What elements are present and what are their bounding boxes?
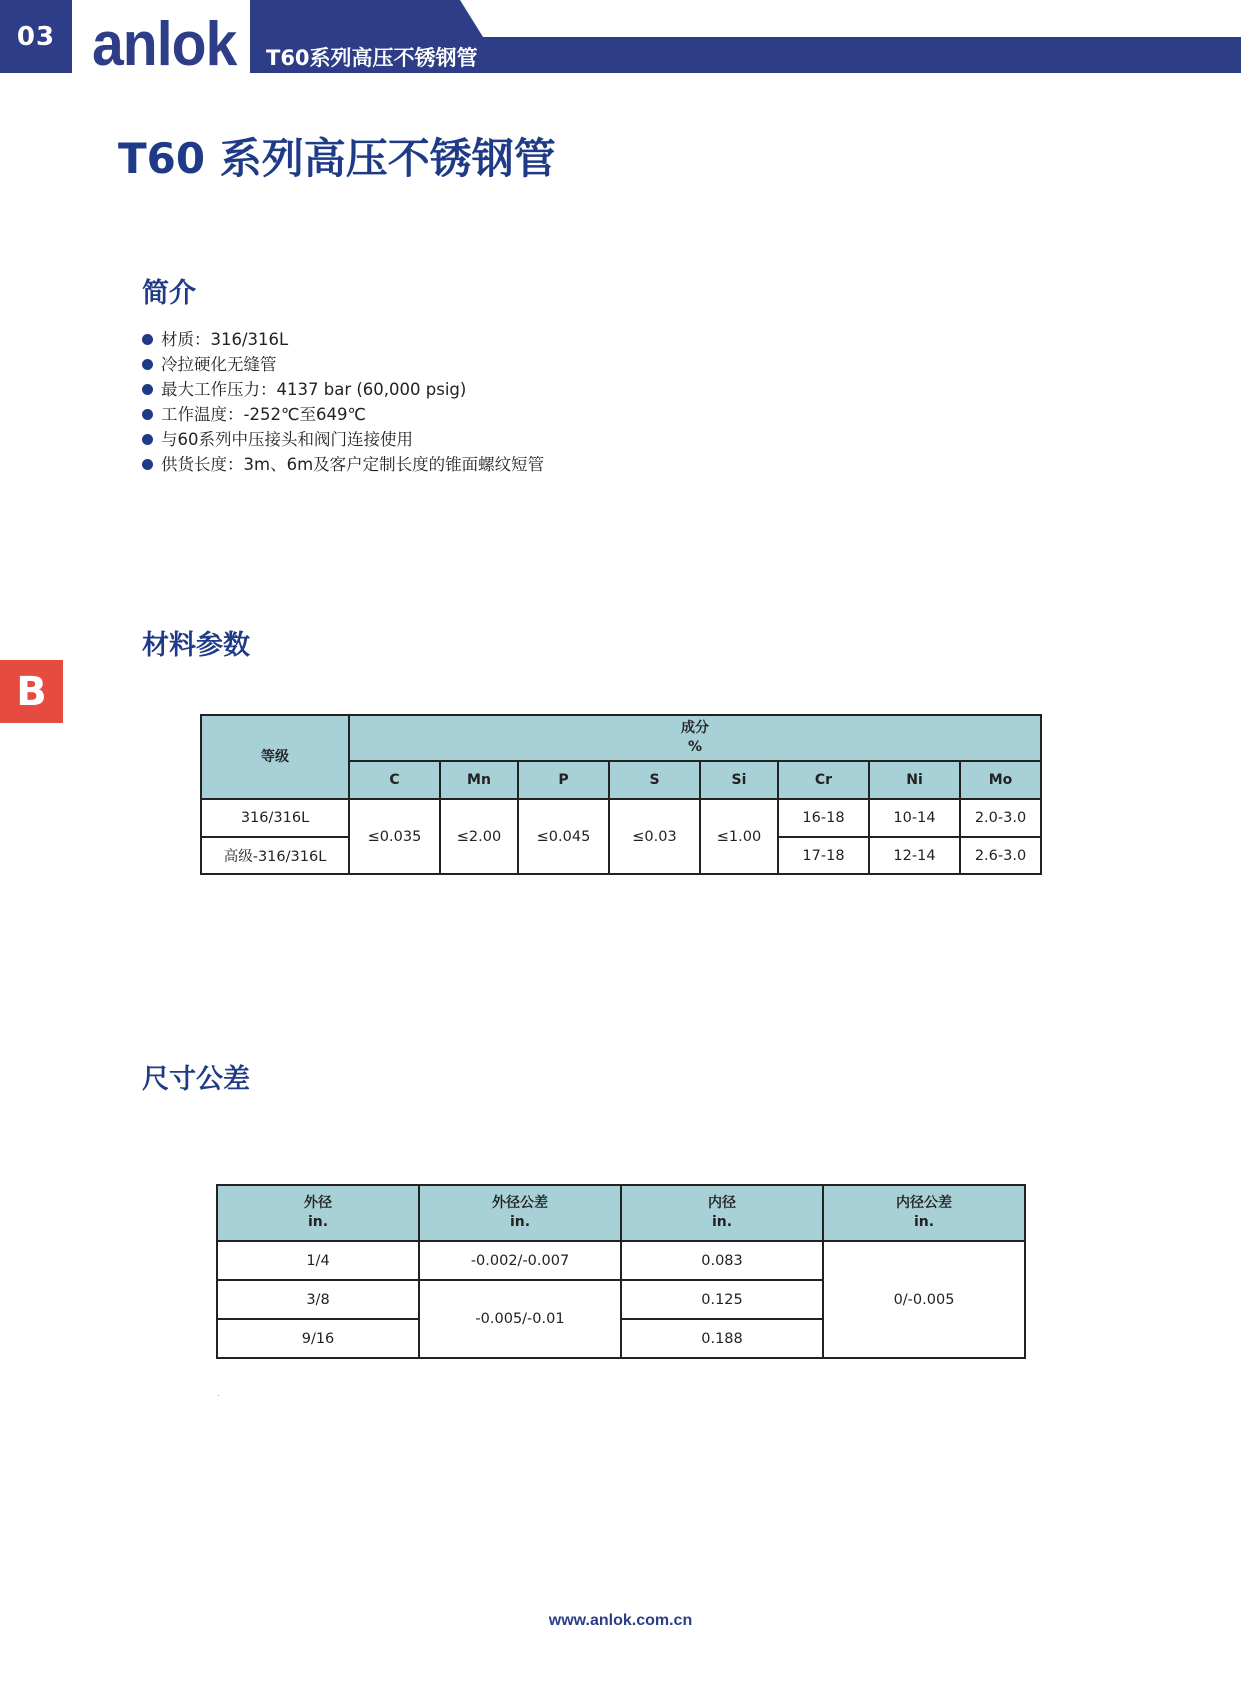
id-tolerance-cell: 0/-0.005 (823, 1241, 1025, 1358)
tolerances-heading: 尺寸公差 (142, 1064, 250, 1095)
grade-cell: 高级-316/316L (201, 837, 349, 874)
brand-logo: anlok (92, 10, 237, 79)
column-header: C (349, 761, 440, 799)
page-number: 03 (0, 0, 72, 73)
cr-cell: 16-18 (778, 799, 869, 837)
bullet-icon (142, 409, 153, 420)
grade-cell: 316/316L (201, 799, 349, 837)
composition-header: 成分 % (349, 715, 1041, 761)
column-header: Mo (960, 761, 1041, 799)
column-header: Si (700, 761, 778, 799)
column-header: Mn (440, 761, 518, 799)
s-cell: ≤0.03 (609, 799, 700, 874)
od-tolerance-cell: -0.002/-0.007 (419, 1241, 621, 1280)
table-row (217, 1241, 1025, 1280)
bullet-icon (142, 434, 153, 445)
id-cell: 0.188 (621, 1319, 823, 1358)
ni-cell: 10-14 (869, 799, 960, 837)
tolerance-table (216, 1184, 1026, 1359)
id-tolerance-header: 内径公差 in. (823, 1185, 1025, 1241)
column-header: S (609, 761, 700, 799)
intro-heading: 简介 (142, 278, 196, 309)
grade-header: 等级 (201, 715, 349, 799)
list-item: 与60系列中压接头和阀门连接使用 (142, 427, 544, 452)
bullet-icon (142, 384, 153, 395)
bullet-icon (142, 359, 153, 370)
list-item: 供货长度：3m、6m及客户定制长度的锥面螺纹短管 (142, 452, 544, 477)
si-cell: ≤1.00 (700, 799, 778, 874)
od-cell: 3/8 (217, 1280, 419, 1319)
materials-heading: 材料参数 (142, 630, 250, 661)
intro-list (142, 327, 544, 477)
od-header: 外径 in. (217, 1185, 419, 1241)
od-tolerance-header: 外径公差 in. (419, 1185, 621, 1241)
page-title: T60 系列高压不锈钢管 (118, 134, 556, 183)
id-cell: 0.083 (621, 1241, 823, 1280)
id-header: 内径 in. (621, 1185, 823, 1241)
list-item: 最大工作压力：4137 bar (60,000 psig) (142, 377, 544, 402)
od-cell: 1/4 (217, 1241, 419, 1280)
bullet-icon (142, 334, 153, 345)
c-cell: ≤0.035 (349, 799, 440, 874)
column-header: Ni (869, 761, 960, 799)
p-cell: ≤0.045 (518, 799, 609, 874)
header-title: T60系列高压不锈钢管 (266, 46, 478, 70)
bullet-icon (142, 459, 153, 470)
od-tolerance-cell: -0.005/-0.01 (419, 1280, 621, 1358)
column-header: Cr (778, 761, 869, 799)
material-table (200, 714, 1042, 875)
section-tab: B (0, 660, 63, 723)
id-cell: 0.125 (621, 1280, 823, 1319)
stray-mark (218, 1395, 219, 1396)
footer-url[interactable]: www.anlok.com.cn (548, 1612, 693, 1629)
ni-cell: 12-14 (869, 837, 960, 874)
mo-cell: 2.6-3.0 (960, 837, 1041, 874)
mn-cell: ≤2.00 (440, 799, 518, 874)
cr-cell: 17-18 (778, 837, 869, 874)
list-item: 冷拉硬化无缝管 (142, 352, 544, 377)
list-item: 材质：316/316L (142, 327, 544, 352)
mo-cell: 2.0-3.0 (960, 799, 1041, 837)
od-cell: 9/16 (217, 1319, 419, 1358)
table-row (201, 799, 1041, 837)
list-item: 工作温度：-252℃至649℃ (142, 402, 544, 427)
column-header: P (518, 761, 609, 799)
